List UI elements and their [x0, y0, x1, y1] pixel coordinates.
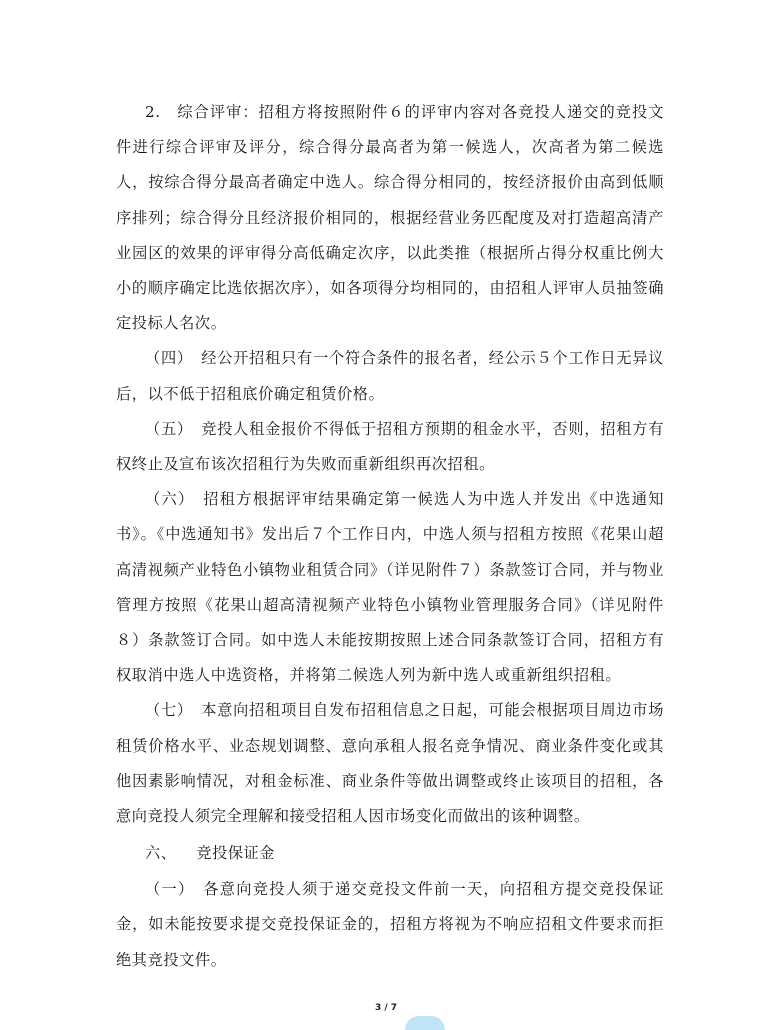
paragraph-item-6: （六） 招租方根据评审结果确定第一候选人为中选人并发出《中选通知书》。《中选通知书》发出后７个工作日内，中选人须与招租方按照《花果山超高清视频产业特色小镇物业租赁合同》（详见附件７）条款签订合同，并与物业管理方按照《花果山超高清视频产业特色小镇物业管理服务合同》（详见附件８）条款签订合同。如中选人未能按期按照上述合同条款签订合同，招租方有权取消中选人中选资格，并将第二候选人列为新中选人或重新组织招租。 [116, 490, 664, 685]
paragraph-item-4: （四） 经公开招租只有一个符合条件的报名者，经公示５个工作日无异议后，以不低于招租底价确定租赁价格。 [116, 349, 664, 403]
scroll-tab[interactable] [405, 1016, 445, 1030]
paragraph-item-7: （七） 本意向招租项目自发布招租信息之日起，可能会根据项目周边市场租赁价格水平、业态规划调整、意向承租人报名竞争情况、商业条件变化或其他因素影响情况，对租金标准、商业条件等做出调整或终止该项目的招租，各意向竞投人须完全理解和接受招租人因市场变化而做出的该种调整。 [116, 701, 664, 826]
section-title: 竞投保证金 [196, 844, 275, 863]
paragraph-deposit-item-1: （一） 各意向竞投人须于递交竞投文件前一天，向招租方提交竞投保证金，如未能按要求提交竞投保证金的，招租方将视为不响应招租文件要求而拒绝其竞投文件。 [116, 880, 664, 969]
paragraph-comprehensive-review: 2. 综合评审：招租方将按照附件６的评审内容对各竞投人递交的竞投文件进行综合评审及评分，综合得分最高者为第一候选人，次高者为第二候选人，按综合得分最高者确定中选人。综合得分相同的，按经济报价由高到低顺序排列；综合得分且经济报价相同的，根据经营业务匹配度及对打造超高清产业园区的效果的评审得分高低确定次序，以此类推（根据所占得分权重比例大小的顺序确定比选依据次序），如各项得分均相同的，由招租人评审人员抽签确定投标人名次。 [116, 103, 664, 333]
document-body [116, 95, 664, 978]
paragraph-item-5: （五） 竞投人租金报价不得低于招租方预期的租金水平，否则，招租方有权终止及宣布该次招租行为失败而重新组织再次招租。 [116, 419, 664, 474]
section-heading-deposit [116, 834, 664, 872]
section-number: 六、 [145, 844, 177, 863]
page-number: 3 / 7 [374, 1003, 398, 1013]
